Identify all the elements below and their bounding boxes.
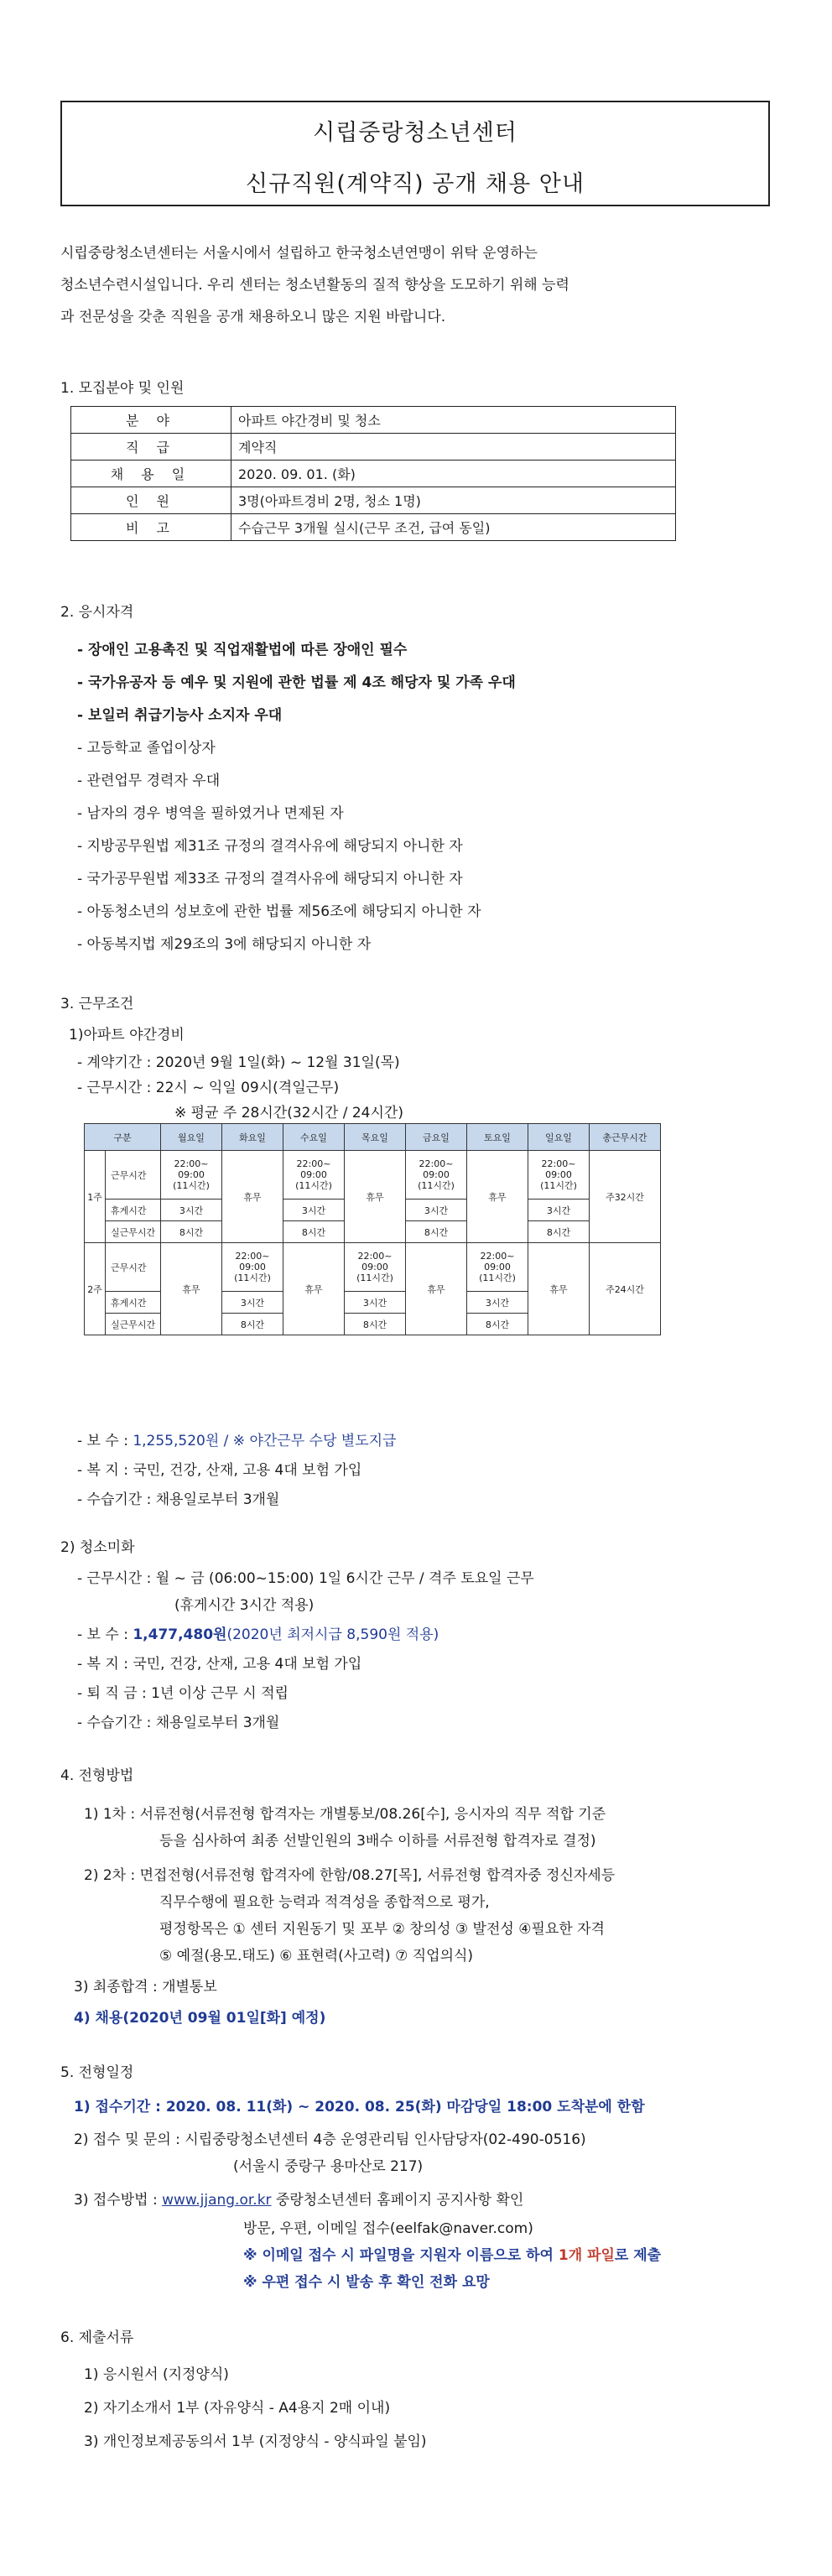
row-key: 분 야 [71,407,231,434]
table-row [85,1151,661,1200]
table-row [71,487,676,514]
qualification-item: - 지방공무원법 제31조 규정의 결격사유에 해당되지 아니한 자 [77,838,463,855]
rest-cell: 3시간 [345,1292,406,1314]
row-value: 계약직 [231,434,676,461]
off-cell: 휴무 [406,1243,467,1335]
cleaning-hours: - 근무시간 : 월 ~ 금 (06:00~15:00) 1일 6시간 근무 / 격주 토요일 근무 [77,1570,534,1587]
off-cell: 휴무 [467,1151,528,1243]
application-channels: 방문, 우편, 이메일 접수(eelfak@naver.com) [243,2220,533,2237]
pay-label: - 보 수 : [77,1626,128,1643]
header-cell: 금요일 [406,1124,467,1151]
step-2-detail: 평정항목은 ① 센터 지원동기 및 포부 ② 창의성 ③ 발전성 ④필요한 자격 [159,1921,605,1938]
actual-cell: 8시간 [467,1314,528,1335]
pay-value: 1,255,520원 / ※ 야간근무 수당 별도지급 [133,1433,397,1449]
section-5-heading: 5. 전형일정 [60,2064,134,2081]
step-2-detail: 직무수행에 필요한 능력과 적격성을 종합적으로 평가, [159,1894,490,1911]
notice-title: 신규직원(계약직) 공개 채용 안내 [246,171,585,197]
header-cell: 토요일 [467,1124,528,1151]
total-hours: 주24시간 [590,1243,661,1335]
actual-cell: 8시간 [528,1221,590,1243]
method-text: 중랑청소년센터 홈페이지 공지사항 확인 [275,2192,524,2209]
pay-note: (2020년 최저시급 8,590원 적용) [226,1626,439,1643]
application-method [74,2188,523,2209]
document-item: 1) 응시원서 (지정양식) [84,2366,229,2383]
work-cell: 22:00~ 09:00 (11시간) [467,1243,528,1292]
weekly-average: ※ 평균 주 28시간(32시간 / 24시간) [174,1105,403,1121]
step-2: 2) 2차 : 면접전형(서류전형 합격자에 한함/08.27[목], 서류전형 합격자중 정신자세등 [84,1867,616,1884]
step-4: 4) 채용(2020년 09월 01일[화] 예정) [74,2010,326,2027]
table-row [71,514,676,541]
row-key: 비 고 [71,514,231,541]
row-label: 실근무시간 [106,1314,161,1335]
rest-cell: 3시간 [283,1200,345,1221]
rest-cell: 3시간 [222,1292,283,1314]
contact-address: (서울시 중랑구 용마산로 217) [233,2158,424,2175]
application-period: 1) 접수기간 : 2020. 08. 11(화) ~ 2020. 08. 25(화) 마감당일 18:00 도착분에 한함 [74,2099,645,2115]
section-3-heading: 3. 근무조건 [60,996,134,1012]
work-cell: 22:00~ 09:00 (11시간) [161,1151,222,1200]
step-2-detail: ⑤ 예절(용모.태도) ⑥ 표현력(사고력) ⑦ 직업의식) [159,1948,474,1965]
section-4-heading: 4. 전형방법 [60,1767,134,1784]
row-key: 인 원 [71,487,231,514]
row-label: 휴게시간 [106,1292,161,1314]
table-row [85,1243,661,1292]
pay-line [77,1429,396,1449]
header-cell: 월요일 [161,1124,222,1151]
method-label: 3) 접수방법 : [74,2192,158,2209]
qualification-item: - 남자의 경우 병역을 필하였거나 면제된 자 [77,805,344,822]
work-cell: 22:00~ 09:00 (11시간) [345,1243,406,1292]
row-key: 채 용 일 [71,461,231,487]
total-hours: 주32시간 [590,1151,661,1243]
step-1-detail: 등을 심사하여 최종 선발인원의 3배수 이하를 서류전형 합격자로 결정) [159,1833,596,1850]
qualification-item: - 국가공무원법 제33조 규정의 결격사유에 해당되지 아니한 자 [77,871,463,887]
pay-label: - 보 수 : [77,1433,128,1449]
qualification-item: - 관련업무 경력자 우대 [77,773,221,789]
week-label: 1주 [85,1151,106,1243]
table-row [71,407,676,434]
intro-line: 시립중랑청소년센터는 서울시에서 설립하고 한국청소년연맹이 위탁 운영하는 [60,245,538,262]
email-note [243,2243,661,2264]
rest-cell: 3시간 [467,1292,528,1314]
work-cell: 22:00~ 09:00 (11시간) [222,1243,283,1292]
actual-cell: 8시간 [345,1314,406,1335]
cleaning-welfare: - 복 지 : 국민, 건강, 산재, 고용 4대 보험 가입 [77,1656,362,1673]
header-cell: 총근무시간 [590,1124,661,1151]
row-key: 직 급 [71,434,231,461]
row-value: 2020. 09. 01. (화) [231,461,676,487]
recruitment-table [70,406,676,541]
header-cell: 구분 [85,1124,161,1151]
cleaning-severance: - 퇴 직 금 : 1년 이상 근무 시 적립 [77,1685,289,1702]
contract-period: - 계약기간 : 2020년 9월 1일(화) ~ 12월 31일(목) [77,1054,400,1071]
qualification-item: - 고등학교 졸업이상자 [77,740,216,757]
off-cell: 휴무 [161,1243,222,1335]
work-schedule-table [84,1123,661,1335]
rest-cell: 3시간 [406,1200,467,1221]
welfare-line: - 복 지 : 국민, 건강, 산재, 고용 4대 보험 가입 [77,1462,362,1479]
intro-paragraph [60,237,782,333]
actual-cell: 8시간 [406,1221,467,1243]
off-cell: 휴무 [528,1243,590,1335]
off-cell: 휴무 [222,1151,283,1243]
row-label: 근무시간 [106,1243,161,1292]
actual-cell: 8시간 [222,1314,283,1335]
cleaning-rest: (휴게시간 3시간 적용) [174,1597,315,1614]
qualification-item: - 아동복지법 제29조의 3에 해당되지 아니한 자 [77,936,372,953]
work-cell: 22:00~ 09:00 (11시간) [283,1151,345,1200]
rest-cell: 3시간 [161,1200,222,1221]
title-box [60,101,770,206]
table-header-row [85,1124,661,1151]
email-note-highlight: 1개 파일 [558,2247,615,2264]
qualification-item: - 국가유공자 등 예우 및 지원에 관한 법률 제 4조 해당자 및 가족 우대 [77,674,516,691]
row-label: 근무시간 [106,1151,161,1200]
work-hours: - 근무시간 : 22시 ~ 익일 09시(격일근무) [77,1080,340,1096]
email-note-text: ※ 이메일 접수 시 파일명을 지원자 이름으로 하여 [243,2247,559,2264]
rest-cell: 3시간 [528,1200,590,1221]
actual-cell: 8시간 [161,1221,222,1243]
org-title: 시립중랑청소년센터 [313,120,517,146]
section-2-heading: 2. 응시자격 [60,604,134,621]
work-cell: 22:00~ 09:00 (11시간) [528,1151,590,1200]
header-cell: 목요일 [345,1124,406,1151]
intro-line: 과 전문성을 갖춘 직원을 공개 채용하오니 많은 지원 바랍니다. [60,309,446,325]
cleaning-pay-line [77,1622,439,1643]
row-label: 실근무시간 [106,1221,161,1243]
row-value: 아파트 야간경비 및 청소 [231,407,676,434]
homepage-link[interactable]: www.jjang.or.kr [162,2192,272,2209]
intro-line: 청소년수련시설입니다. 우리 센터는 청소년활동의 질적 향상을 도모하기 위해 능력 [60,277,569,294]
qualification-item: - 장애인 고용촉진 및 직업재활법에 따른 장애인 필수 [77,642,408,658]
header-cell: 화요일 [222,1124,283,1151]
actual-cell: 8시간 [283,1221,345,1243]
contact-info: 2) 접수 및 문의 : 시립중랑청소년센터 4층 운영관리팀 인사담당자(02-490-0516) [74,2131,586,2148]
section-6-heading: 6. 제출서류 [60,2329,134,2346]
row-value: 3명(아파트경비 2명, 청소 1명) [231,487,676,514]
mail-note: ※ 우편 접수 시 발송 후 확인 전화 요망 [243,2274,490,2291]
table-row [71,461,676,487]
week-label: 2주 [85,1243,106,1335]
night-guard-subheading: 1)아파트 야간경비 [69,1027,185,1043]
section-1-heading: 1. 모집분야 및 인원 [60,380,185,397]
off-cell: 휴무 [345,1151,406,1243]
qualification-item: - 보일러 취급기능사 소지자 우대 [77,707,283,724]
row-value: 수습근무 3개월 실시(근무 조건, 급여 동일) [231,514,676,541]
pay-value: 1,477,480원 [133,1626,227,1643]
cleaning-subheading: 2) 청소미화 [60,1539,135,1556]
off-cell: 휴무 [283,1243,345,1335]
qualification-item: - 아동청소년의 성보호에 관한 법률 제56조에 해당되지 아니한 자 [77,903,481,920]
work-cell: 22:00~ 09:00 (11시간) [406,1151,467,1200]
step-3: 3) 최종합격 : 개별통보 [74,1979,217,1996]
document-item: 3) 개인정보제공동의서 1부 (지정양식 - 양식파일 붙임) [84,2433,427,2450]
table-row [71,434,676,461]
step-1: 1) 1차 : 서류전형(서류전형 합격자는 개별통보/08.26[수], 응시자의 직무 적합 기준 [84,1806,606,1823]
header-cell: 수요일 [283,1124,345,1151]
email-note-text-end: 로 제출 [614,2247,662,2264]
header-cell: 일요일 [528,1124,590,1151]
probation-line: - 수습기간 : 채용일로부터 3개월 [77,1491,280,1508]
cleaning-probation: - 수습기간 : 채용일로부터 3개월 [77,1715,280,1731]
document-item: 2) 자기소개서 1부 (자유양식 - A4용지 2매 이내) [84,2400,391,2417]
row-label: 휴게시간 [106,1200,161,1221]
